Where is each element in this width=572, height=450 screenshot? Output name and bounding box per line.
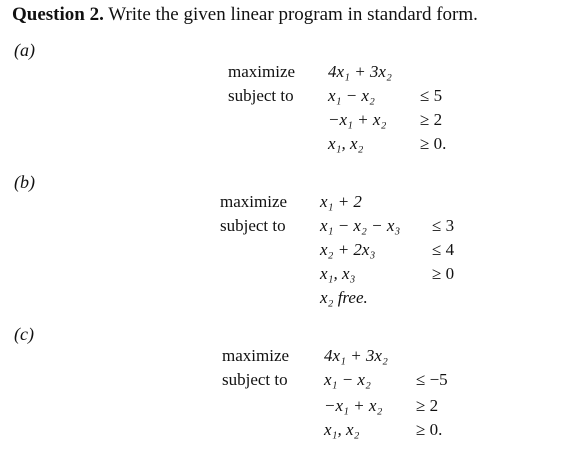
part-a-objective: 4x₁ + 3x₂ [328, 62, 392, 81]
question-label: Question 2. [12, 4, 104, 25]
part-b-maximize: maximize [220, 192, 288, 211]
part-a-c1-lhs: x₁ − x₂ [328, 86, 375, 105]
part-b-c1-rhs: ≤ 3 [432, 216, 455, 235]
part-a-subject-to: subject to [228, 86, 294, 105]
part-b-c4-lhs: x₂ free. [320, 288, 368, 307]
part-c-c3-lhs: x₁, x₂ [324, 420, 360, 439]
part-b-c3-rhs: ≥ 0 [432, 264, 455, 283]
part-c-maximize: maximize [222, 346, 290, 365]
part-a-c3-rhs: ≥ 0. [420, 134, 447, 153]
part-c-label: (c) [14, 324, 34, 344]
part-a-label: (a) [14, 40, 35, 60]
question-title [12, 4, 478, 26]
part-a-c3-lhs: x₁, x₂ [328, 134, 364, 153]
part-b-objective: x₁ + 2 [320, 192, 362, 211]
part-c-c2-lhs: −x₁ + x₂ [324, 396, 383, 415]
part-c-c1-rhs: ≤ −5 [416, 370, 448, 389]
part-b-c2-rhs: ≤ 4 [432, 240, 455, 259]
part-c-subject-to: subject to [222, 370, 288, 389]
part-a-c2-lhs: −x₁ + x₂ [328, 110, 387, 129]
part-b-subject-to: subject to [220, 216, 286, 235]
part-b-c3-lhs: x₁, x₃ [320, 264, 356, 283]
part-a-maximize: maximize [228, 62, 296, 81]
part-c-objective: 4x₁ + 3x₂ [324, 346, 388, 365]
question-text: Write the given linear program in standard form. [108, 4, 478, 25]
part-b-c1-lhs: x₁ − x₂ − x₃ [320, 216, 401, 235]
part-b-label: (b) [14, 172, 35, 192]
part-c-c2-rhs: ≥ 2 [416, 396, 439, 415]
part-c-c1-lhs: x₁ − x₂ [324, 370, 371, 389]
part-a-c2-rhs: ≥ 2 [420, 110, 443, 129]
part-b-c2-lhs: x₂ + 2x₃ [320, 240, 376, 259]
part-a-c1-rhs: ≤ 5 [420, 86, 443, 105]
part-c-c3-rhs: ≥ 0. [416, 420, 443, 439]
